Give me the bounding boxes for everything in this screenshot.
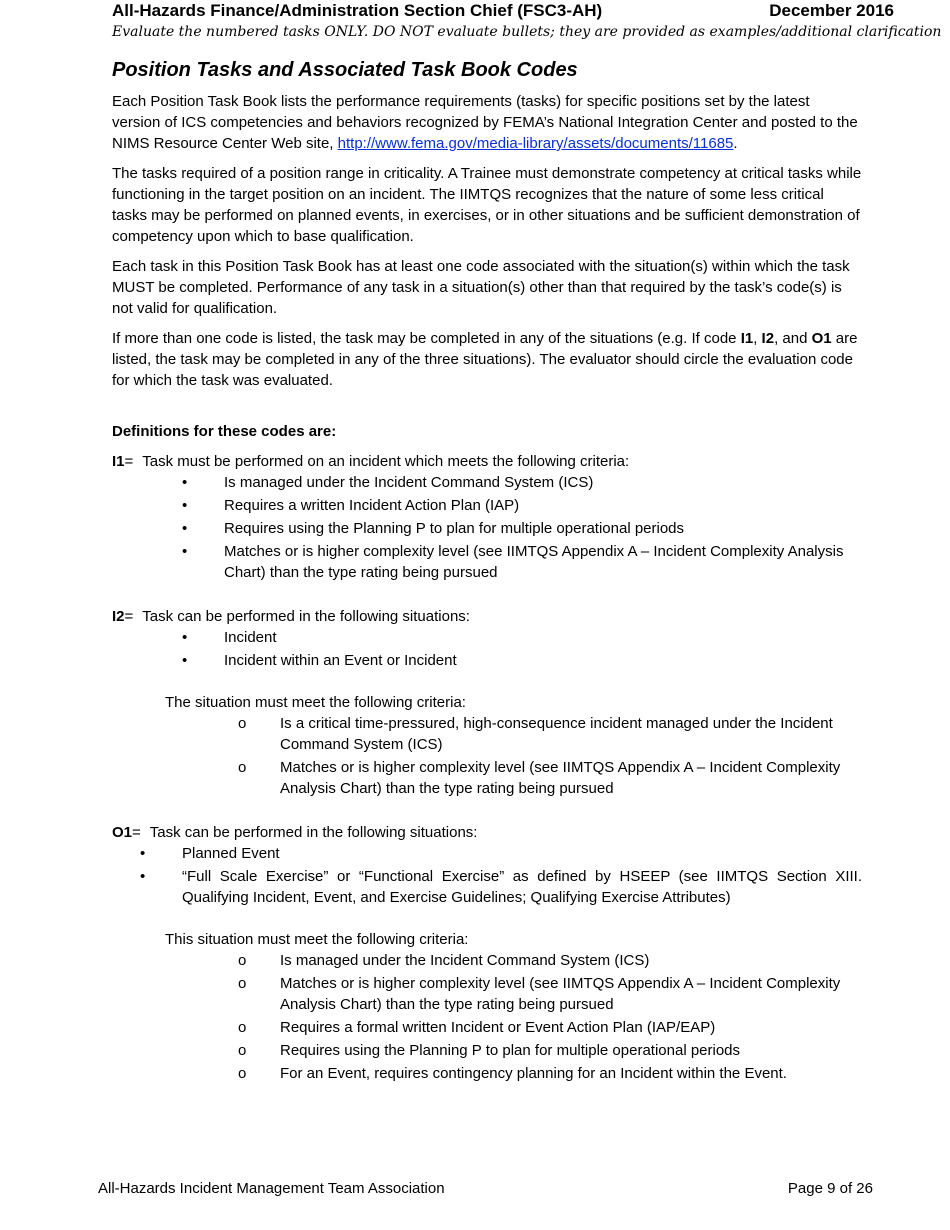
o1-situations-list xyxy=(112,843,862,908)
paragraph-codes: Each task in this Position Task Book has at least one code associated with the situation(s) within which the task MUST be completed. Performance of any task in a situation(s) other than that required by the task’s code(s) is not valid for qualification. xyxy=(112,258,850,317)
code-i2-label: I2 xyxy=(112,608,125,625)
list-item-text: Is managed under the Incident Command System (ICS) xyxy=(280,952,650,969)
paragraph-criticality: The tasks required of a position range in criticality. A Trainee must demonstrate competency at critical tasks while functioning in the target position on an incident. The IIMTQS recognizes that the nature of some less critical tasks may be performed on planned events, in exercises, or in other situations and be sufficient demonstration of competency upon which to base qualification. xyxy=(112,165,862,245)
i2-situations-list xyxy=(112,627,862,671)
evaluation-note: Evaluate the numbered tasks ONLY. DO NOT evaluate bullets; they are provided as examples/additional clarification xyxy=(112,24,942,40)
list-item xyxy=(112,843,862,864)
list-item-text: Is managed under the Incident Command System (ICS) xyxy=(224,474,594,491)
bullet-marker: • xyxy=(182,474,188,491)
circle-marker: o xyxy=(238,975,247,992)
list-item xyxy=(112,1017,862,1038)
list-item xyxy=(112,518,862,539)
list-item-text: Requires using the Planning P to plan for multiple operational periods xyxy=(280,1042,741,1059)
paragraph-task-books-end: . xyxy=(733,135,738,152)
list-item xyxy=(112,650,862,671)
bullet-marker: • xyxy=(182,652,188,669)
bullet-marker: • xyxy=(182,497,188,514)
circle-marker: o xyxy=(238,759,247,776)
nims-resource-link[interactable]: http://www.fema.gov/media-library/assets/documents/11685 xyxy=(337,135,734,152)
code-i1-text: Task must be performed on an incident which meets the following criteria: xyxy=(142,453,630,470)
paragraph-task-books xyxy=(112,91,862,154)
i2-criteria-intro: The situation must meet the following criteria: xyxy=(165,694,466,711)
paragraph-multiple-codes xyxy=(112,328,862,391)
bullet-marker: • xyxy=(182,543,188,560)
circle-marker: o xyxy=(238,1065,247,1082)
list-item-text: “Full Scale Exercise” or “Functional Exercise” as defined by HSEEP (see IIMTQS Section XIII. Qualifying Incident, Event, and Exercise Guidelines; Qualifying Exercise Attributes) xyxy=(182,868,862,906)
list-item-text: For an Event, requires contingency planning for an Incident within the Event. xyxy=(280,1065,787,1082)
page-number: Page 9 of 26 xyxy=(787,1180,873,1197)
bullet-marker: • xyxy=(140,845,146,862)
i1-criteria-list xyxy=(112,472,862,583)
list-item xyxy=(112,1063,862,1084)
list-item xyxy=(112,627,862,648)
code-i2-text: Task can be performed in the following situations: xyxy=(142,608,470,625)
spacer xyxy=(112,585,862,606)
spacer xyxy=(112,801,862,822)
list-item xyxy=(112,973,862,1015)
circle-marker: o xyxy=(238,1042,247,1059)
code-i1-inline: I1 xyxy=(740,330,754,347)
list-item xyxy=(112,495,862,516)
list-item xyxy=(112,713,862,755)
list-item-text: Matches or is higher complexity level (see IIMTQS Appendix A – Incident Complexity Analysis Chart) than the type rating being pursued xyxy=(224,543,844,581)
code-i1-label: I1 xyxy=(112,453,125,470)
list-item-text: Requires a written Incident Action Plan (IAP) xyxy=(224,497,520,514)
circle-marker: o xyxy=(238,1019,247,1036)
document-title: All-Hazards Finance/Administration Section Chief (FSC3-AH) xyxy=(112,1,603,20)
list-item-text: Incident within an Event or Incident xyxy=(224,652,457,669)
o1-criteria-intro: This situation must meet the following criteria: xyxy=(165,931,469,948)
code-equals: = xyxy=(132,824,141,841)
list-item-text: Is a critical time-pressured, high-consequence incident managed under the Incident Command System (ICS) xyxy=(280,715,833,753)
paragraph-task-books-text: Each Position Task Book lists the performance requirements (tasks) for specific positions set by the latest version of ICS competencies and behaviors recognized by FEMA’s National Integration Center and posted to the NIMS Resource Center Web site, xyxy=(112,93,858,152)
main-content xyxy=(112,91,862,1086)
separator: , xyxy=(753,330,762,347)
list-item-text: Matches or is higher complexity level (see IIMTQS Appendix A – Incident Complexity Analysis Chart) than the type rating being pursued xyxy=(280,759,841,797)
paragraph-multiple-codes-text: If more than one code is listed, the task may be completed in any of the situations (e.g. If code xyxy=(112,330,741,347)
list-item xyxy=(112,1040,862,1061)
code-equals: = xyxy=(124,453,134,470)
code-o1-definition xyxy=(112,822,862,843)
list-item-text: Requires using the Planning P to plan for multiple operational periods xyxy=(224,520,685,537)
paragraph-multiple-codes-end: are listed, the task may be completed in any of the three situations). The evaluator should circle the evaluation code for which the task was evaluated. xyxy=(112,330,858,389)
bullet-marker: • xyxy=(182,629,188,646)
circle-marker: o xyxy=(238,715,247,732)
list-item xyxy=(112,866,862,908)
document-date: December 2016 xyxy=(769,1,894,20)
list-item xyxy=(112,541,862,583)
i2-criteria-list xyxy=(112,713,862,799)
list-item-text: Planned Event xyxy=(182,845,280,862)
code-o1-inline: O1 xyxy=(811,330,832,347)
footer-organization: All-Hazards Incident Management Team Association xyxy=(98,1180,445,1197)
code-i2-definition xyxy=(112,606,862,627)
o1-criteria-list xyxy=(112,950,862,1084)
list-item xyxy=(112,472,862,493)
code-i1-definition xyxy=(112,451,862,472)
code-equals: = xyxy=(124,608,134,625)
code-i2-inline: I2 xyxy=(761,330,775,347)
list-item-text: Incident xyxy=(224,629,277,646)
code-o1-text: Task can be performed in the following situations: xyxy=(149,824,478,841)
separator: , and xyxy=(774,330,812,347)
code-o1-label: O1 xyxy=(112,824,133,841)
list-item-text: Matches or is higher complexity level (see IIMTQS Appendix A – Incident Complexity Analysis Chart) than the type rating being pursued xyxy=(280,975,841,1013)
list-item xyxy=(112,757,862,799)
section-title: Position Tasks and Associated Task Book Codes xyxy=(112,59,578,81)
bullet-marker: • xyxy=(182,520,188,537)
list-item xyxy=(112,950,862,971)
bullet-marker: • xyxy=(140,868,146,885)
definitions-heading: Definitions for these codes are: xyxy=(112,423,337,440)
circle-marker: o xyxy=(238,952,247,969)
list-item-text: Requires a formal written Incident or Event Action Plan (IAP/EAP) xyxy=(280,1019,716,1036)
